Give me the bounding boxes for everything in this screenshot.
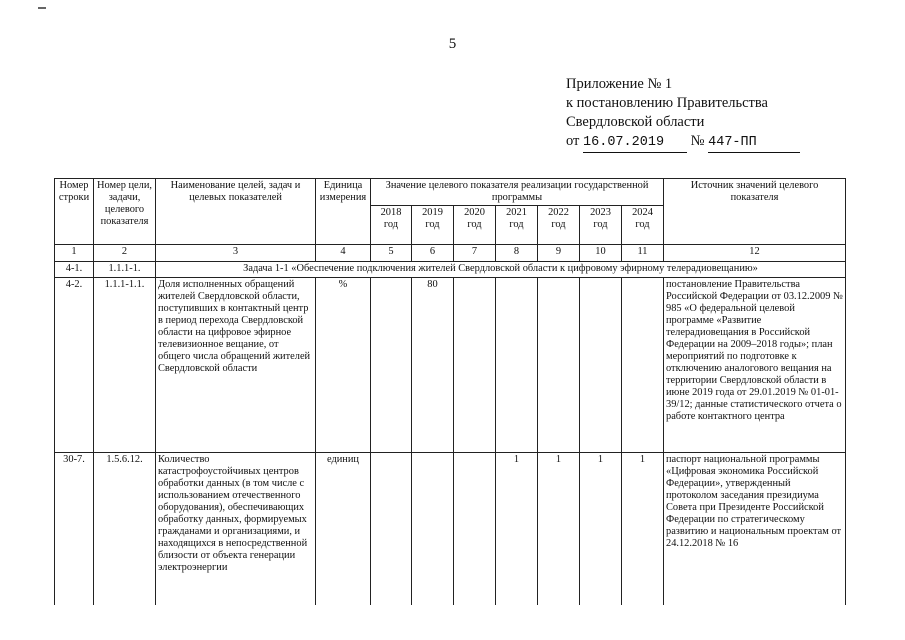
- goal-no: 1.5.6.12.: [94, 453, 156, 606]
- header-year: 2018 год: [371, 206, 412, 245]
- value-2021: 1: [496, 453, 538, 606]
- appendix-region: Свердловской области: [566, 114, 705, 130]
- column-number: 6: [412, 245, 454, 262]
- appendix-resolution: к постановлению Правительства: [566, 95, 768, 111]
- value-2018: [371, 453, 412, 606]
- header-row-no: Номер строки: [55, 179, 94, 245]
- appendix-title: Приложение № 1: [566, 76, 673, 92]
- column-number: 1: [55, 245, 94, 262]
- value-2024: [622, 278, 664, 453]
- task-row-no: 4-1.: [55, 262, 94, 278]
- indicator-unit: единиц: [316, 453, 371, 606]
- indicator-name: Количество катастрофоустойчивых центров обработки данных (в том числе с использованием отечественного оборудования), обеспечивающих обработку данных, формируемых гражданами и организациями, и находящихся в непосредственной близости от объекта генерации электроэнергии: [156, 453, 316, 606]
- date-prefix: от: [566, 133, 580, 149]
- corner-mark: [38, 7, 46, 9]
- value-2020: [454, 453, 496, 606]
- task-goal-no: 1.1.1-1.: [94, 262, 156, 278]
- header-year: 2024 год: [622, 206, 664, 245]
- indicator-name: Доля исполненных обращений жителей Свердловской области, поступивших в контактный центр в период перехода Свердловской области на цифровое эфирное телевизионное вещание, от общего числа обращений жителей Свердловской области: [156, 278, 316, 453]
- appendix-block: [566, 75, 800, 153]
- table-row: [55, 278, 846, 453]
- column-number: 2: [94, 245, 156, 262]
- value-2020: [454, 278, 496, 453]
- value-2023: [580, 278, 622, 453]
- appendix-date-line: [566, 132, 800, 153]
- column-number: 10: [580, 245, 622, 262]
- value-2024: 1: [622, 453, 664, 606]
- appendix-date: 16.07.2019: [583, 135, 665, 150]
- appendix-number: 447-ПП: [708, 135, 757, 150]
- column-numbers-row: [55, 245, 846, 262]
- value-2023: 1: [580, 453, 622, 606]
- value-2019: [412, 453, 454, 606]
- column-number: 9: [538, 245, 580, 262]
- value-2022: 1: [538, 453, 580, 606]
- header-year: 2019 год: [412, 206, 454, 245]
- header-unit: Единица измерения: [316, 179, 371, 245]
- header-year: 2021 год: [496, 206, 538, 245]
- value-2021: [496, 278, 538, 453]
- column-number: 5: [371, 245, 412, 262]
- value-2022: [538, 278, 580, 453]
- header-name: Наименование целей, задач и целевых показателей: [156, 179, 316, 245]
- row-no: 30-7.: [55, 453, 94, 606]
- task-title: Задача 1-1 «Обеспечение подключения жителей Свердловской области к цифровому эфирному телерадиовещанию»: [156, 262, 846, 278]
- column-number: 7: [454, 245, 496, 262]
- header-source: Источник значений целевого показателя: [664, 179, 846, 245]
- column-number: 12: [664, 245, 846, 262]
- header-year: 2023 год: [580, 206, 622, 245]
- table-row: [55, 453, 846, 606]
- indicator-unit: %: [316, 278, 371, 453]
- header-year: 2020 год: [454, 206, 496, 245]
- column-number: 4: [316, 245, 371, 262]
- column-number: 3: [156, 245, 316, 262]
- goal-no: 1.1.1-1.1.: [94, 278, 156, 453]
- row-no: 4-2.: [55, 278, 94, 453]
- header-value-group: Значение целевого показателя реализации государственной программы: [371, 179, 664, 206]
- header-year: 2022 год: [538, 206, 580, 245]
- indicator-source: постановление Правительства Российской Федерации от 03.12.2009 № 985 «О федеральной целевой программе «Развитие телерадиовещания в Российской Федерации на 2009–2018 годы»; план мероприятий по подготовке к отключению аналогового вещания на территории Свердловской области в июне 2019 года от 29.01.2019 № 01-01-39/12; данные статистического отчета о работе контактного центра: [664, 278, 846, 453]
- indicator-source: паспорт национальной программы «Цифровая экономика Российской Федерации», утвержденный протоколом заседания президиума Совета при Президенте Российской Федерации по стратегическому развитию и национальным проектам от 24.12.2018 № 16: [664, 453, 846, 606]
- indicators-table: [54, 178, 846, 605]
- page-number: 5: [448, 36, 457, 52]
- number-prefix: №: [690, 133, 705, 149]
- value-2018: [371, 278, 412, 453]
- task-row: [55, 262, 846, 278]
- header-row: [55, 179, 846, 206]
- value-2019: 80: [412, 278, 454, 453]
- column-number: 8: [496, 245, 538, 262]
- header-goal-no: Номер цели, задачи, целевого показателя: [94, 179, 156, 245]
- column-number: 11: [622, 245, 664, 262]
